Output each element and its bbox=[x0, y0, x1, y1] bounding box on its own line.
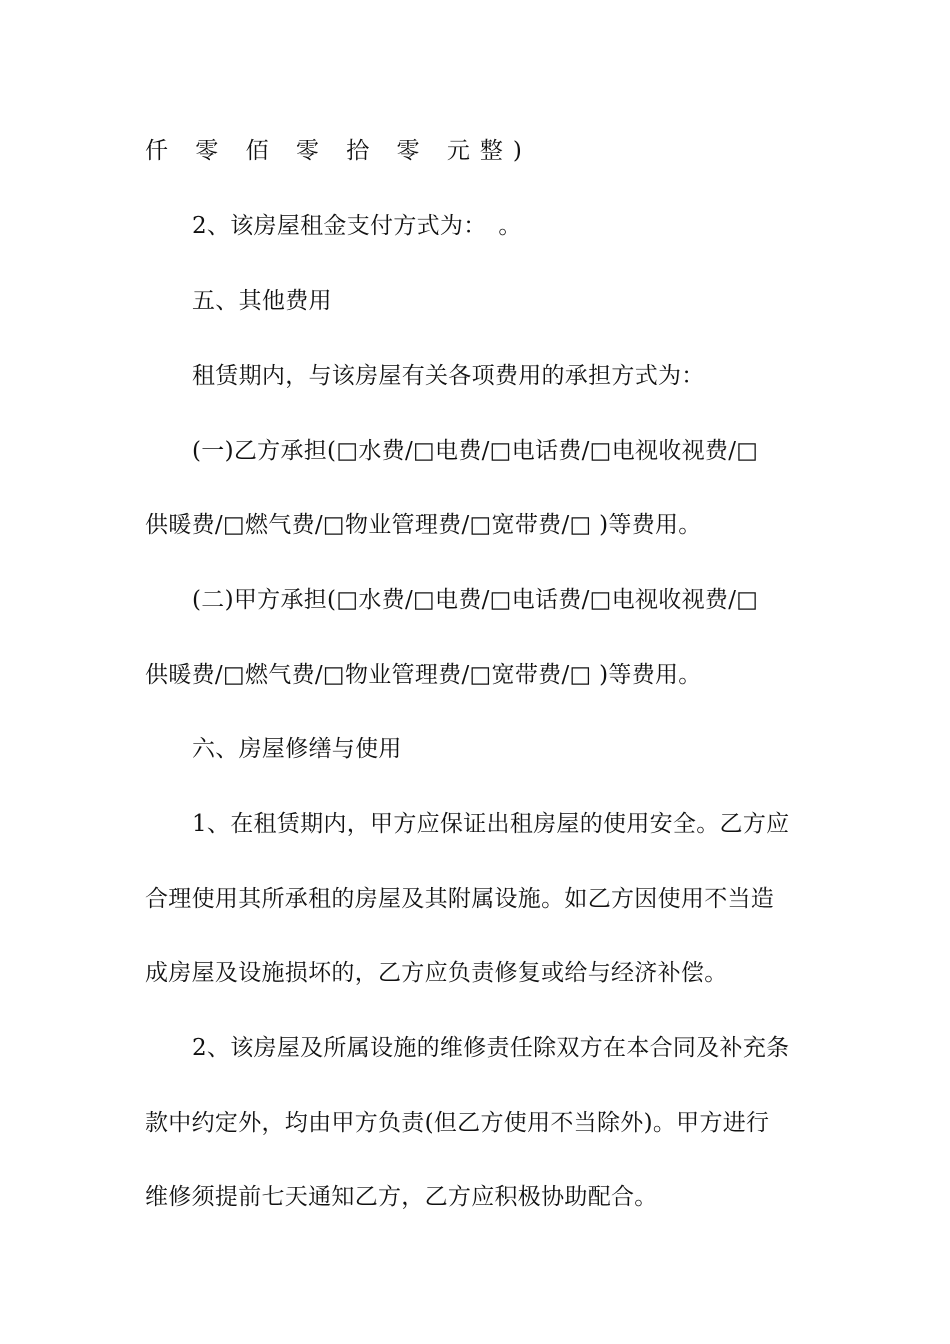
text-line-repair-2-cont-a: 款中约定外，均由甲方负责(但乙方使用不当除外)。甲方进行 bbox=[145, 1110, 770, 1136]
text-line-repair-2: 2、该房屋及所属设施的维修责任除双方在本合同及补充条 bbox=[192, 1035, 790, 1061]
text-line-repair-1-cont-b: 成房屋及设施损坏的，乙方应负责修复或给与经济补偿。 bbox=[145, 960, 728, 986]
text-line-landlord-fees: (二)甲方承担(□水费/□电费/□电话费/□电视收视费/□ bbox=[192, 587, 759, 613]
section-heading-repair-use: 六、房屋修缮与使用 bbox=[192, 736, 402, 762]
text-line-repair-1: 1、在租赁期内，甲方应保证出租房屋的使用安全。乙方应 bbox=[192, 811, 790, 837]
text-line-tenant-fees-cont: 供暖费/□燃气费/□物业管理费/□宽带费/□ )等费用。 bbox=[145, 512, 702, 538]
text-line-amount-continuation: 仟 零 佰 零 拾 零 元整) bbox=[145, 138, 532, 164]
text-line-landlord-fees-cont: 供暖费/□燃气费/□物业管理费/□宽带费/□ )等费用。 bbox=[145, 662, 702, 688]
section-heading-other-fees: 五、其他费用 bbox=[192, 288, 332, 314]
text-line-payment-method: 2、该房屋租金支付方式为： 。 bbox=[192, 213, 522, 239]
text-line-repair-2-cont-b: 维修须提前七天通知乙方，乙方应积极协助配合。 bbox=[145, 1184, 658, 1210]
text-line-tenant-fees: (一)乙方承担(□水费/□电费/□电话费/□电视收视费/□ bbox=[192, 438, 759, 464]
text-line-fee-intro: 租赁期内，与该房屋有关各项费用的承担方式为： bbox=[192, 363, 705, 389]
text-line-repair-1-cont-a: 合理使用其所承租的房屋及其附属设施。如乙方因使用不当造 bbox=[145, 886, 775, 912]
